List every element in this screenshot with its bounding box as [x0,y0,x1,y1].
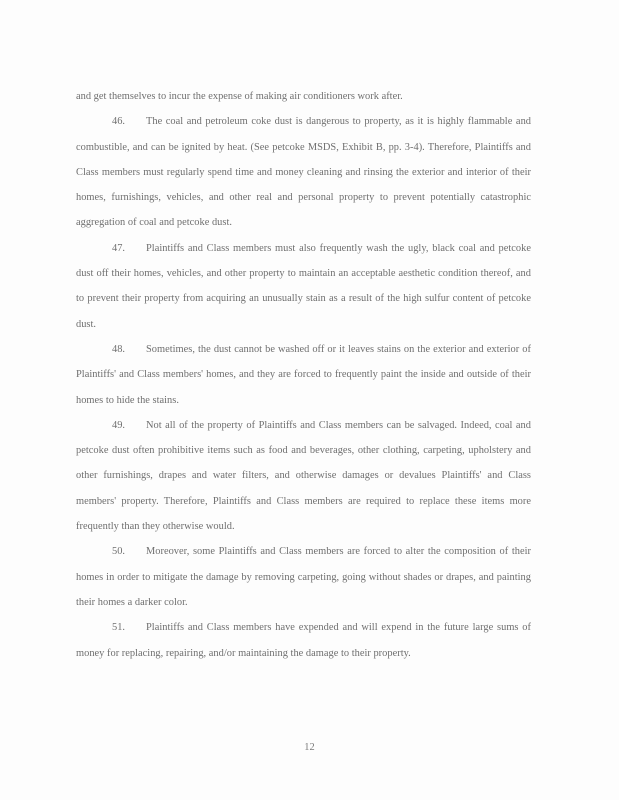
paragraph-text: Plaintiffs and Class members must also frequently wash the ugly, black coal and petcoke dust off their homes, vehicles, and other property to maintain an acceptable aesthetic condition thereof, and to prevent their property from acquiring an unusually stain as a result of the high sulfur content of petcoke dust. [76,242,531,330]
paragraph-51 [76,615,531,666]
paragraph-48 [76,337,531,413]
paragraph-text: Not all of the property of Plaintiffs and Class members can be salvaged. Indeed, coal and petcoke dust often prohibitive items such as food and beverages, other clothing, carpeting, upholstery and other furnishings, drapes and water filters, and otherwise damages or devalues Plaintiffs' and Class members' property. Therefore, Plaintiffs and Class members are required to replace these items more frequently than they otherwise would. [76,419,531,533]
paragraph-number: 47. [112,242,126,254]
paragraph-number: 48. [112,343,126,355]
page-number: 12 [304,742,315,753]
paragraph-number: 50. [112,546,126,558]
paragraph-number: 49. [112,419,126,431]
paragraph-number: 51. [112,622,126,634]
document-body [76,84,531,666]
paragraph-number: 46. [112,116,126,128]
paragraph-text: Plaintiffs and Class members have expended and will expend in the future large sums of money for replacing, repairing, and/or maintaining the damage to their property. [76,622,531,659]
paragraph-47 [76,236,531,337]
paragraph-text: Moreover, some Plaintiffs and Class members are forced to alter the composition of their homes in order to mitigate the damage by removing carpeting, going without shades or drapes, and painting their homes a darker color. [76,546,531,608]
paragraph-50 [76,539,531,615]
paragraph-46 [76,109,531,235]
paragraph-text: The coal and petroleum coke dust is dangerous to property, as it is highly flammable and combustible, and can be ignited by heat. (See petcoke MSDS, Exhibit B, pp. 3-4). Therefore, Plaintiffs and Class members must regularly spend time and money cleaning and rinsing the exterior and interior of their homes, furnishings, vehicles, and other real and personal property to prevent potentially catastrophic aggregation of coal and petcoke dust. [76,116,531,229]
continuation-paragraph: and get themselves to incur the expense of making air conditioners work after. [76,91,403,102]
paragraph-49 [76,413,531,539]
paragraph-text: Sometimes, the dust cannot be washed off or it leaves stains on the exterior and exterior of Plaintiffs' and Class members' homes, and they are forced to frequently paint the inside and outside of their homes to hide the stains. [76,343,531,406]
